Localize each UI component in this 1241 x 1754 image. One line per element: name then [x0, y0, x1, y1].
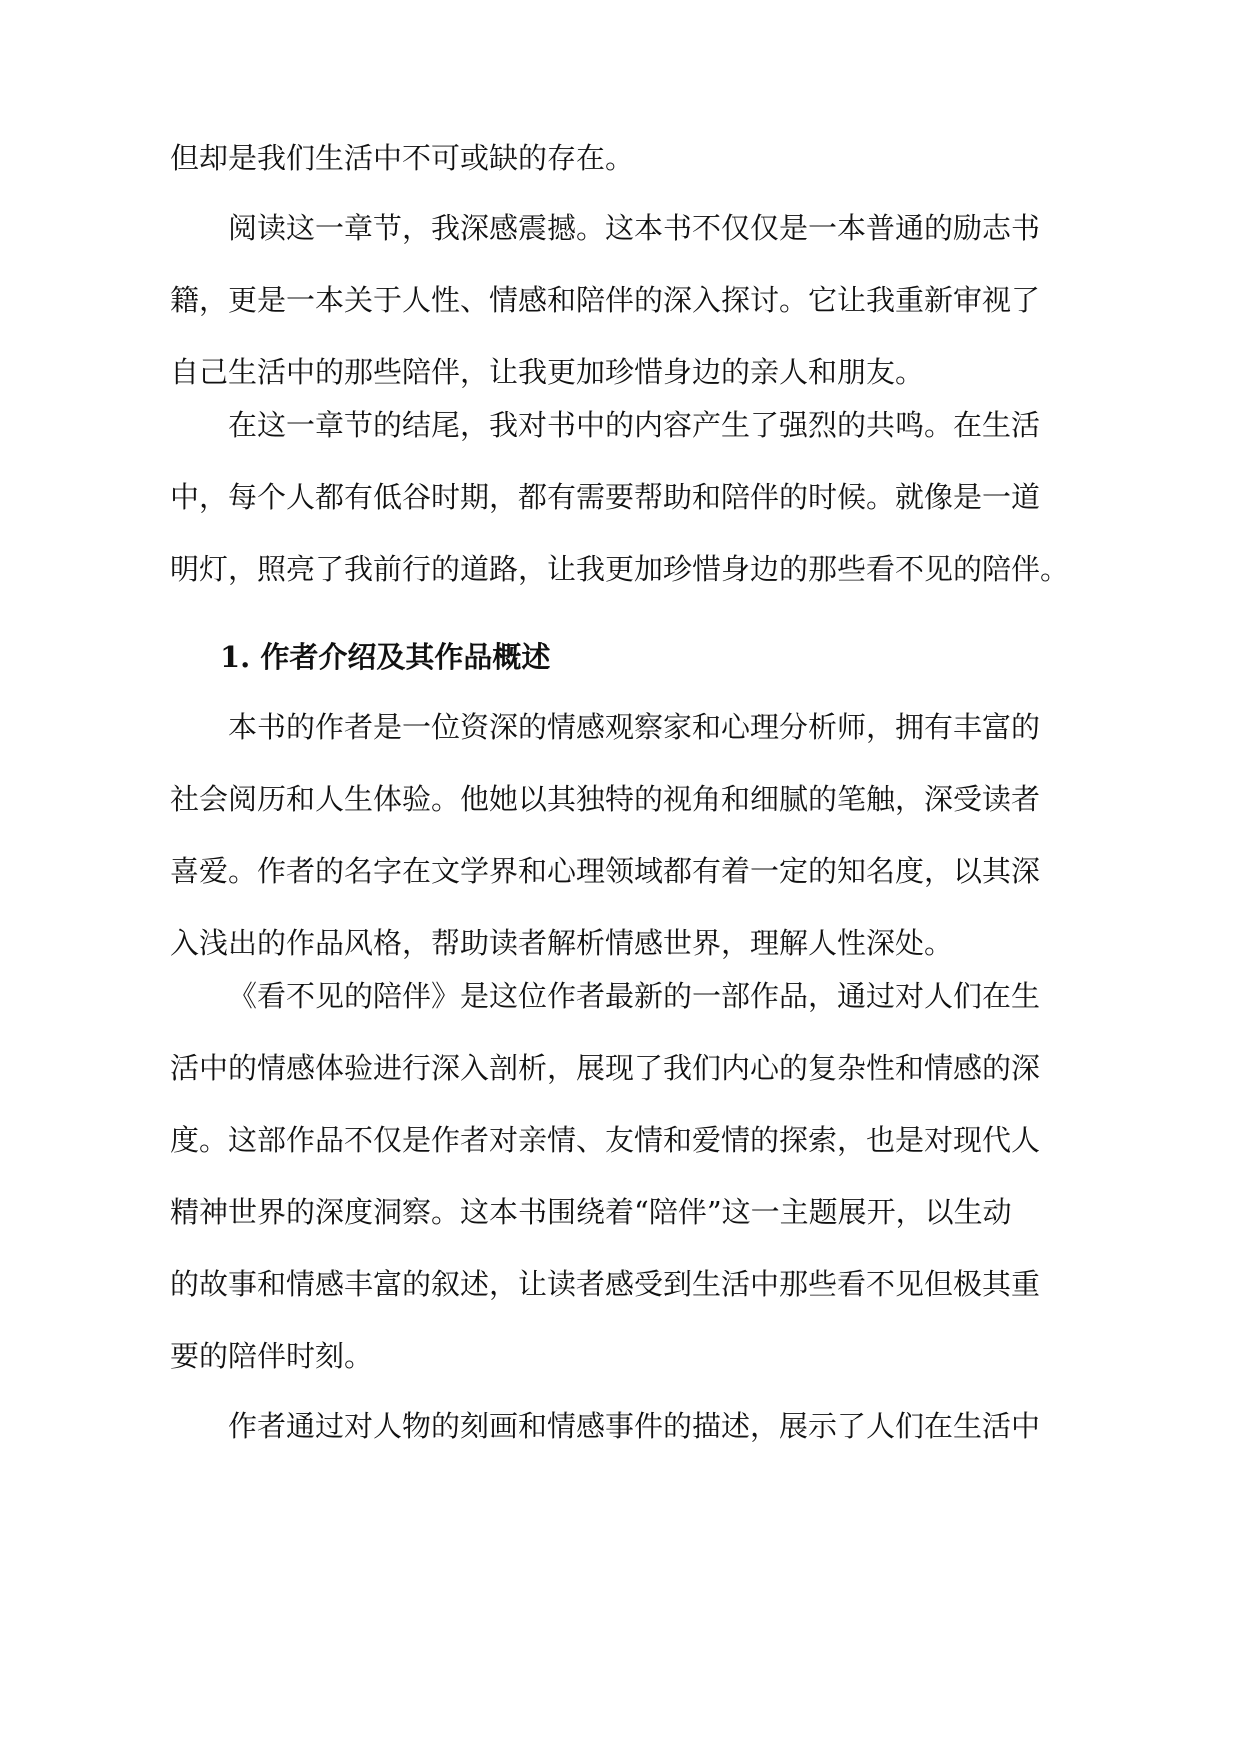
- paragraph-3: [170, 707, 1041, 963]
- paragraph-0: [170, 138, 942, 178]
- text-line: 但却是我们生活中不可或缺的存在。: [170, 141, 635, 175]
- text-line: 活中的情感体验进行深入剖析，展现了我们内心的复杂性和情感的深: [170, 1051, 1041, 1085]
- text-line: 要的陪伴时刻。: [170, 1339, 374, 1373]
- text-line: 作者通过对人物的刻画和情感事件的描述，展示了人们在生活中: [228, 1409, 1041, 1443]
- text-line: 精神世界的深度洞察。这本书围绕着“陪伴”这一主题展开，以生动: [170, 1195, 1012, 1229]
- paragraph-2: [170, 405, 1070, 589]
- text-line: 中，每个人都有低谷时期，都有需要帮助和陪伴的时候。就像是一道: [170, 480, 1041, 514]
- text-line: 的故事和情感丰富的叙述，让读者感受到生活中那些看不见但极其重: [170, 1267, 1041, 1301]
- text-line: 社会阅历和人生体验。他她以其独特的视角和细腻的笔触，深受读者: [170, 782, 1041, 816]
- paragraph-5: [170, 1406, 1041, 1446]
- text-line: 阅读这一章节，我深感震撼。这本书不仅仅是一本普通的励志书: [228, 211, 1041, 245]
- text-line: 《看不见的陪伴》是这位作者最新的一部作品，通过对人们在生: [228, 979, 1041, 1013]
- text-line: 籍，更是一本关于人性、情感和陪伴的深入探讨。它让我重新审视了: [170, 283, 1041, 317]
- text-line: 本书的作者是一位资深的情感观察家和心理分析师，拥有丰富的: [228, 710, 1041, 744]
- text-line: 入浅出的作品风格，帮助读者解析情感世界，理解人性深处。: [170, 926, 954, 960]
- text-line: 在这一章节的结尾，我对书中的内容产生了强烈的共鸣。在生活: [228, 408, 1041, 442]
- section-heading: 1. 作者介绍及其作品概述: [220, 640, 551, 674]
- text-line: 喜爱。作者的名字在文学界和心理领域都有着一定的知名度，以其深: [170, 854, 1041, 888]
- paragraph-4: [170, 976, 1041, 1376]
- paragraph-1: [170, 208, 1041, 392]
- text-line: 度。这部作品不仅是作者对亲情、友情和爱情的探索，也是对现代人: [170, 1123, 1041, 1157]
- text-line: 明灯，照亮了我前行的道路，让我更加珍惜身边的那些看不见的陪伴。: [170, 552, 1070, 586]
- text-line: 自己生活中的那些陪伴，让我更加珍惜身边的亲人和朋友。: [170, 355, 925, 389]
